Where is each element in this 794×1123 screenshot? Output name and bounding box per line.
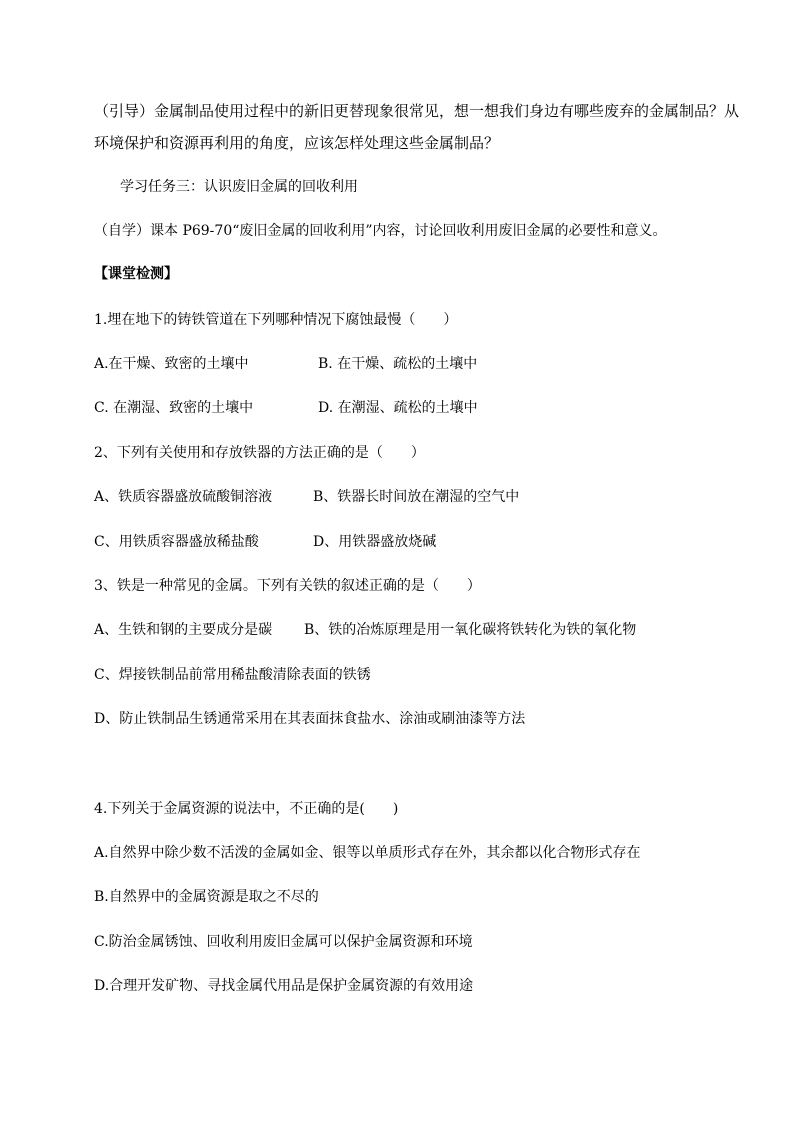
intro-line-1: （引导）金属制品使用过程中的新旧更替现象很常见，想一想我们身边有哪些废弃的金属制品？从 bbox=[94, 102, 740, 120]
question-4-stem: 4.下列关于金属资源的说法中，不正确的是( ) bbox=[94, 801, 399, 817]
question-1-option-a: A.在干燥、致密的土壤中 bbox=[94, 356, 249, 372]
question-2-stem: 2、下列有关使用和存放铁器的方法正确的是（ ） bbox=[94, 445, 425, 461]
question-1-option-c: C. 在潮湿、致密的土壤中 bbox=[94, 400, 254, 416]
question-2-option-d: D、用铁器盛放烧碱 bbox=[313, 534, 437, 550]
question-4-option-a: A.自然界中除少数不活泼的金属如金、银等以单质形式存在外，其余都以化合物形式存在 bbox=[94, 845, 641, 861]
question-3-option-d: D、防止铁制品生锈通常采用在其表面抹食盐水、涂油或刷油漆等方法 bbox=[94, 711, 526, 727]
intro-line-2: 环境保护和资源再利用的角度，应该怎样处理这些金属制品？ bbox=[94, 134, 500, 152]
question-1-option-b: B. 在干燥、疏松的土壤中 bbox=[318, 356, 478, 372]
question-1-option-d: D. 在潮湿、疏松的土壤中 bbox=[318, 400, 478, 416]
question-3-option-c: C、焊接铁制品前常用稀盐酸清除表面的铁锈 bbox=[94, 667, 371, 683]
question-2-option-b: B、铁器长时间放在潮湿的空气中 bbox=[313, 489, 520, 505]
section-title: 【课堂检测】 bbox=[94, 266, 178, 282]
question-4-option-b: B.自然界中的金属资源是取之不尽的 bbox=[94, 889, 319, 905]
question-2-option-a: A、铁质容器盛放硫酸铜溶液 bbox=[94, 489, 273, 505]
task3-heading: 学习任务三：认识废旧金属的回收利用 bbox=[120, 179, 358, 195]
question-1-stem: 1.埋在地下的铸铁管道在下列哪种情况下腐蚀最慢（ ） bbox=[94, 312, 458, 328]
question-3-stem: 3、铁是一种常见的金属。下列有关铁的叙述正确的是（ ） bbox=[94, 578, 481, 594]
question-2-option-c: C、用铁质容器盛放稀盐酸 bbox=[94, 534, 259, 550]
question-3-option-a: A、生铁和钢的主要成分是碳 bbox=[94, 622, 273, 638]
question-4-option-c: C.防治金属锈蚀、回收利用废旧金属可以保护金属资源和环境 bbox=[94, 934, 473, 950]
task3-self-study: （自学）课本 P69-70“废旧金属的回收利用”内容，讨论回收利用废旧金属的必要性和意义。 bbox=[94, 223, 667, 239]
question-4-option-d: D.合理开发矿物、寻找金属代用品是保护金属资源的有效用途 bbox=[94, 978, 474, 994]
question-3-option-b: B、铁的冶炼原理是用一氧化碳将铁转化为铁的氧化物 bbox=[304, 622, 637, 638]
